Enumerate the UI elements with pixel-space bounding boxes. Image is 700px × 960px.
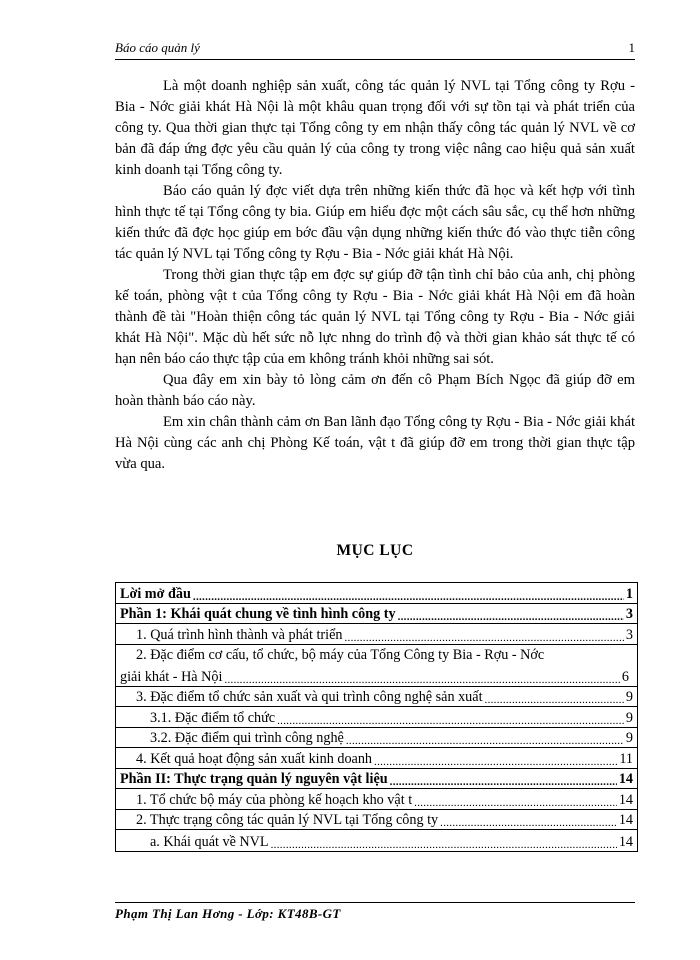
toc-title: MỤC LỤC xyxy=(336,542,414,559)
paragraph: Qua đây em xin bày tỏ lòng cảm ơn đến cô Phạm Bích Ngọc đã giúp đỡ em hoàn thành báo cáo này. xyxy=(115,372,635,409)
toc-leader-dots xyxy=(271,839,617,851)
toc-leader-dots xyxy=(224,674,619,686)
toc-leader-dots xyxy=(390,776,617,788)
toc-entry-page: 9 xyxy=(625,709,633,726)
toc-entry[interactable] xyxy=(116,728,637,749)
body-text xyxy=(115,76,635,475)
toc-leader-dots xyxy=(398,611,624,623)
toc-entry-text: 3. Đặc điểm tổ chức sản xuất và qui trình công nghệ sản xuất xyxy=(136,689,483,705)
toc-entry-page: 9 xyxy=(625,730,633,746)
toc-entry-page: 14 xyxy=(618,771,633,787)
toc-entry[interactable] xyxy=(116,645,637,687)
toc-entry[interactable] xyxy=(116,604,637,625)
toc-leader-dots xyxy=(440,817,617,829)
toc-entry-text: Phần II: Thực trạng quản lý nguyên vật liệu xyxy=(120,771,388,787)
toc-leader-dots xyxy=(374,756,617,768)
header-rule xyxy=(115,59,635,60)
toc-entry[interactable] xyxy=(116,687,637,708)
toc-entry[interactable] xyxy=(116,624,637,645)
paragraph: Trong thời gian thực tập em đợc sự giúp đỡ tận tình chỉ bảo của anh, chị phòng kế toán, phòng vật t của Tổng công ty Rợu - Bia - Nớc giải khát Hà Nội em đã hoàn thành đề tài "Hoàn thiện công tác quản lý NVL tại Tổng công ty Rợu - Bia - Nớc giải khát Hà Nội". Mặc dù hết sức nỗ lực nhng do trình độ và thời gian khảo sát thực tế có hạn nên báo cáo thực tập của em không tránh khỏi những sai sót. xyxy=(115,267,635,367)
toc-entry[interactable] xyxy=(116,810,637,831)
toc-entry-text: 3.1. Đặc điểm tổ chức xyxy=(150,709,276,726)
paragraph: Là một doanh nghiệp sản xuất, công tác quản lý NVL tại Tổng công ty Rợu - Bia - Nớc giải khát Hà Nội là một khâu quan trọng đối với sự tồn tại và phát triển của công ty. Qua thời gian thực tại Tổng công ty em nhận thấy công tác quản lý NVL về cơ bản đã đáp ứng đợc yêu cầu quản lý của công ty trong việc nâng cao hiệu quả sản xuất kinh doanh tại Tổng công ty. xyxy=(115,78,635,178)
toc-leader-dots xyxy=(344,632,623,644)
page-header xyxy=(115,38,635,60)
toc-entry-text: 2. Thực trạng công tác quản lý NVL tại Tổng công ty xyxy=(136,812,439,828)
header-title: Báo cáo quản lý xyxy=(115,40,200,55)
toc-entry-text: Phần 1: Khái quát chung về tình hình công ty xyxy=(120,606,396,622)
toc-entry-page: 9 xyxy=(625,689,633,705)
page-footer xyxy=(115,902,635,922)
toc-entry[interactable] xyxy=(116,830,637,851)
toc-entry-text: Lời mở đầu xyxy=(120,585,191,602)
toc-entry-page: 11 xyxy=(619,750,633,767)
toc-entry[interactable] xyxy=(116,769,637,790)
toc-entry[interactable] xyxy=(116,789,637,810)
footer-author: Phạm Thị Lan Hơng - Lớp: KT48B-GT xyxy=(115,906,341,921)
toc-entry[interactable] xyxy=(116,707,637,728)
toc-entry-page: 14 xyxy=(618,833,633,850)
toc-entry-text: 2. Đặc điểm cơ cấu, tổ chức, bộ máy của Tổng Công ty Bia - Rợu - Nớc xyxy=(136,646,545,663)
toc-entry-text: 1. Tổ chức bộ máy của phòng kế hoạch kho vật t xyxy=(136,791,413,808)
toc-entry-text: 3.2. Đặc điểm qui trình công nghệ xyxy=(150,730,344,746)
toc-entry-page: 3 xyxy=(625,626,633,643)
toc-leader-dots xyxy=(414,797,617,809)
toc-leader-dots xyxy=(193,591,624,603)
toc-leader-dots xyxy=(346,735,624,747)
toc-entry-text: a. Khái quát về NVL xyxy=(150,833,269,850)
toc-entry-page: 14 xyxy=(618,812,633,828)
paragraph: Báo cáo quản lý đợc viết dựa trên những kiến thức đã học và kết hợp với tình hình thực tế tại Tổng công ty bia. Giúp em hiểu đợc một cách sâu sắc, cụ thể hơn những kiến thức đã đợc học giúp em bớc đầu vận dụng những kiến thức đó vào thực tiễn công tác quản lý NVL tại Tổng công ty Rợu - Bia - Nớc giải khát Hà Nội. xyxy=(115,183,635,262)
toc-entry[interactable] xyxy=(116,748,637,769)
toc-entry-page: 1 xyxy=(625,585,633,602)
footer-rule xyxy=(115,902,635,903)
toc-entry-text-continued: giải khát - Hà Nội xyxy=(120,668,223,685)
table-of-contents xyxy=(115,582,638,852)
toc-entry[interactable] xyxy=(116,583,637,604)
toc-leader-dots xyxy=(485,694,624,706)
toc-entry-page: 3 xyxy=(625,606,633,622)
toc-entry-text: 4. Kết quả hoạt động sản xuất kinh doanh xyxy=(136,750,373,767)
toc-entry-text: 1. Quá trình hình thành và phát triển xyxy=(136,626,343,643)
toc-leader-dots xyxy=(277,715,624,727)
paragraph: Em xin chân thành cảm ơn Ban lãnh đạo Tổng công ty Rợu - Bia - Nớc giải khát Hà Nội cùng các anh chị Phòng Kế toán, vật t đã giúp đỡ em trong thời gian thực tập vừa qua. xyxy=(115,414,635,472)
header-page-number: 1 xyxy=(628,40,635,55)
toc-entry-page: 14 xyxy=(618,791,633,808)
toc-entry-page: 6 xyxy=(621,668,629,685)
